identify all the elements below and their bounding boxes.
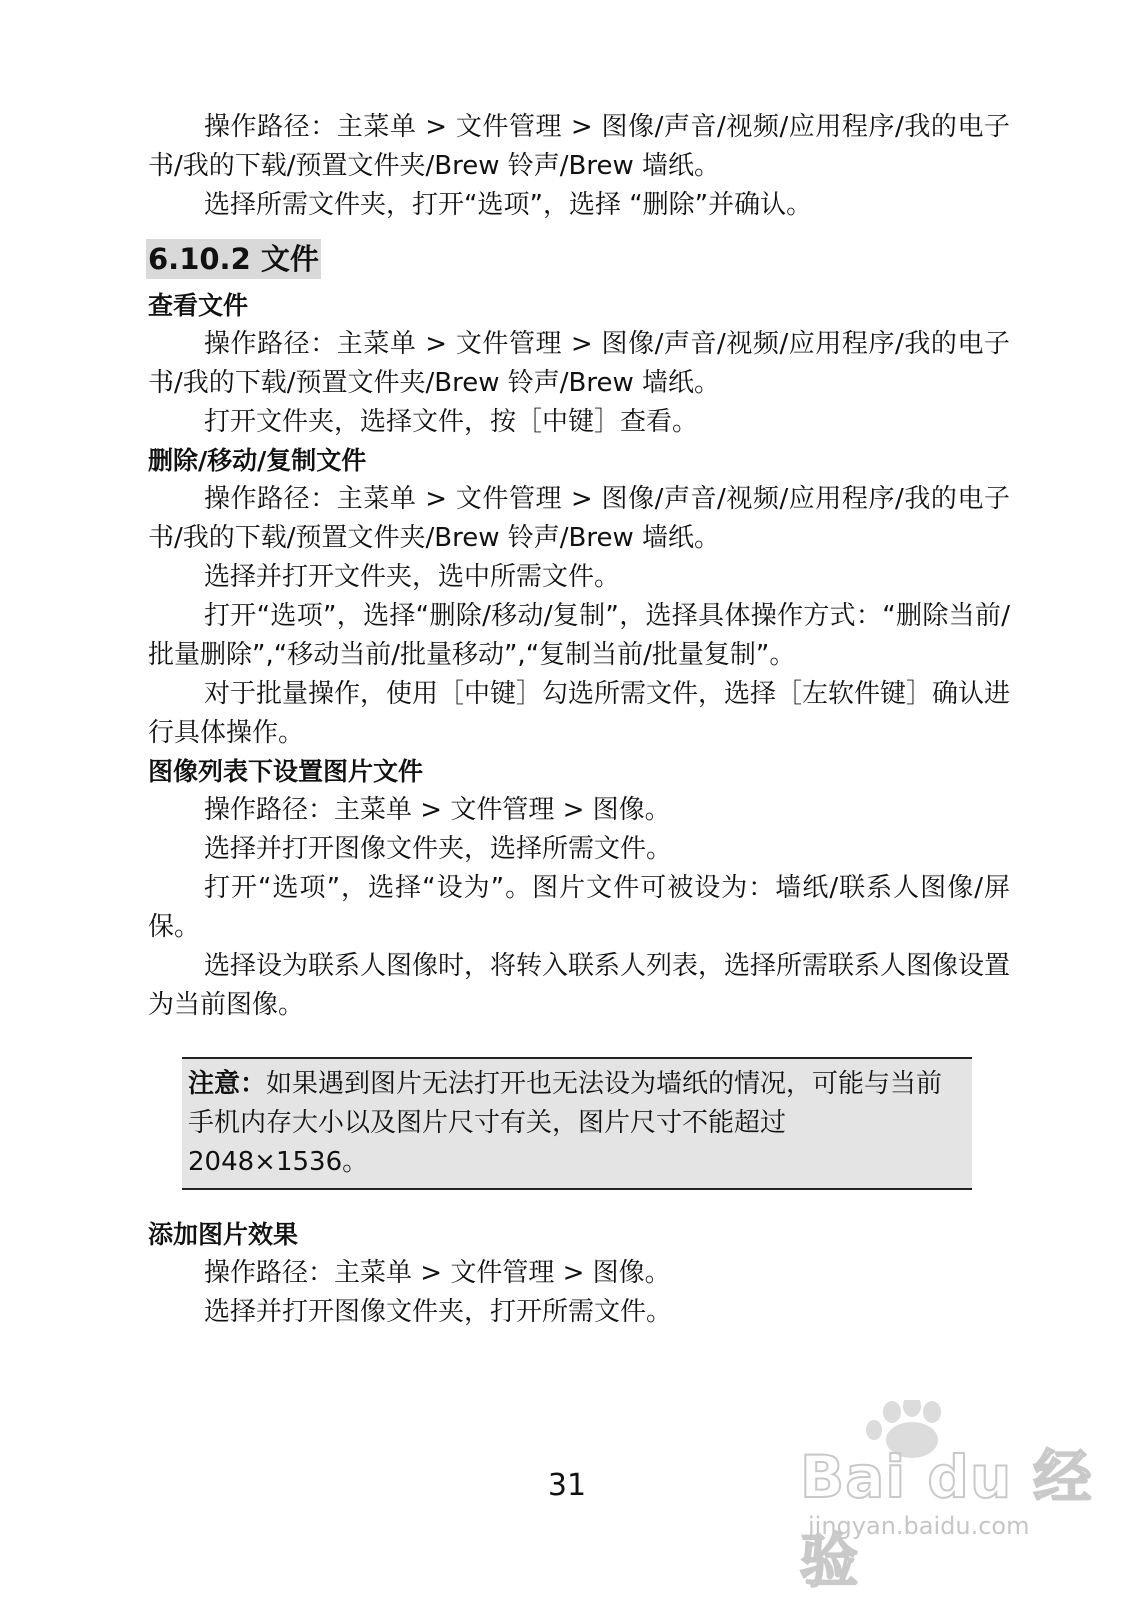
page-number: 31 <box>547 1468 587 1503</box>
note-box <box>182 1057 972 1190</box>
intro-path: 操作路径：主菜单 > 文件管理 > 图像/声音/视频/应用程序/我的电子书/我的下载/预置文件夹/Brew 铃声/Brew 墙纸。 <box>148 112 1010 181</box>
note-label: 注意： <box>188 1069 267 1099</box>
set-picture-step2: 打开“选项”，选择“设为”。图片文件可被设为：墙纸/联系人图像/屏保。 <box>148 873 1010 942</box>
section-title: 6.10.2 文件 <box>146 239 321 279</box>
set-picture-step1: 选择并打开图像文件夹，选择所需文件。 <box>204 834 673 864</box>
effects-heading: 添加图片效果 <box>148 1220 299 1249</box>
dmc-step2: 打开“选项”，选择“删除/移动/复制”，选择具体操作方式：“删除当前/批量删除”,“移动当前/批量移动”,“复制当前/批量复制”。 <box>148 601 1010 670</box>
intro-step: 选择所需文件夹，打开“选项”，选择 “删除”并确认。 <box>204 190 813 220</box>
dmc-path: 操作路径：主菜单 > 文件管理 > 图像/声音/视频/应用程序/我的电子书/我的下载/预置文件夹/Brew 铃声/Brew 墙纸。 <box>148 484 1010 553</box>
effects-step: 选择并打开图像文件夹，打开所需文件。 <box>204 1297 673 1327</box>
view-heading: 查看文件 <box>148 291 249 320</box>
set-picture-heading: 图像列表下设置图片文件 <box>148 757 424 786</box>
view-step: 打开文件夹，选择文件，按［中键］查看。 <box>204 407 699 437</box>
watermark-url: jingyan.baidu.com <box>808 1512 1030 1540</box>
dmc-step1: 选择并打开文件夹，选中所需文件。 <box>204 562 621 592</box>
view-path: 操作路径：主菜单 > 文件管理 > 图像/声音/视频/应用程序/我的电子书/我的下载/预置文件夹/Brew 铃声/Brew 墙纸。 <box>148 329 1010 398</box>
effects-path: 操作路径：主菜单 > 文件管理 > 图像。 <box>204 1258 671 1288</box>
watermark-brand: Bai du 经验 <box>800 1443 1093 1595</box>
set-picture-path: 操作路径：主菜单 > 文件管理 > 图像。 <box>204 795 671 825</box>
page-content <box>148 108 1010 1332</box>
dmc-heading: 删除/移动/复制文件 <box>148 446 367 475</box>
note-paragraph <box>188 1065 964 1182</box>
set-picture-step3: 选择设为联系人图像时，将转入联系人列表，选择所需联系人图像设置为当前图像。 <box>148 951 1011 1020</box>
dmc-step3: 对于批量操作，使用［中键］勾选所需文件，选择［左软件键］确认进行具体操作。 <box>148 679 1011 748</box>
note-text: 如果遇到图片无法打开也无法设为墙纸的情况，可能与当前手机内存大小以及图片尺寸有关，图片尺寸不能超过 2048×1536。 <box>188 1069 943 1177</box>
